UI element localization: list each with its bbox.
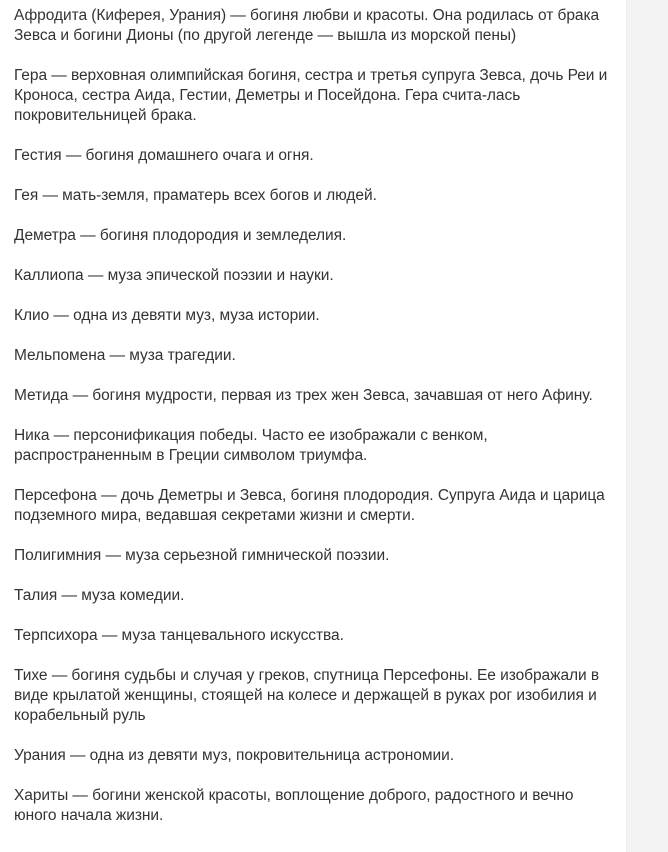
- entry-charites: Хариты — богини женской красоты, воплощение доброго, радостного и вечно юного начала жизни.: [14, 787, 574, 824]
- entry-urania: Урания — одна из девяти муз, покровительница астрономии.: [14, 747, 454, 764]
- entry-aphrodite: Афродита (Киферея, Урания) — богиня любви и красоты. Она родилась от брака Зевса и богини Дионы (по другой легенде — вышла из морской пены): [14, 7, 600, 44]
- right-gutter: [626, 0, 668, 852]
- entry-polyhymnia: Полигимния — муза серьезной гимнической поэзии.: [14, 547, 390, 564]
- entry-hera: Гера — верховная олимпийская богиня, сестра и третья супруга Зевса, дочь Реи и Кроноса, сестра Аида, Гестии, Деметры и Посейдона. Гера счита-лась покровительницей брака.: [14, 67, 608, 124]
- entry-nike: Ника — персонификация победы. Часто ее изображали с венком, распространенным в Греции символом триумфа.: [14, 427, 488, 464]
- entry-calliope: Каллиопа — муза эпической поэзии и науки.: [14, 267, 334, 284]
- entry-thalia: Талия — муза комедии.: [14, 587, 185, 604]
- goddess-list: [14, 6, 614, 846]
- entry-persephone: Персефона — дочь Деметры и Зевса, богиня плодородия. Супруга Аида и царица подземного мира, ведавшая секретами жизни и смерти.: [14, 487, 605, 524]
- entry-hestia: Гестия — богиня домашнего очага и огня.: [14, 147, 314, 164]
- entry-tyche: Тихе — богиня судьбы и случая у греков, спутница Персефоны. Ее изображали в виде крылатой женщины, стоящей на колесе и держащей в руках рог изобилия и корабельный руль: [14, 667, 600, 724]
- entry-clio: Клио — одна из девяти муз, муза истории.: [14, 307, 320, 324]
- entry-metis: Метида — богиня мудрости, первая из трех жен Зевса, зачавшая от него Афину.: [14, 387, 593, 404]
- entry-demeter: Деметра — богиня плодородия и земледелия.: [14, 227, 347, 244]
- entry-terpsichore: Терпсихора — муза танцевального искусства.: [14, 627, 344, 644]
- entry-melpomene: Мельпомена — муза трагедии.: [14, 347, 236, 364]
- entry-gaia: Гея — мать-земля, праматерь всех богов и людей.: [14, 187, 377, 204]
